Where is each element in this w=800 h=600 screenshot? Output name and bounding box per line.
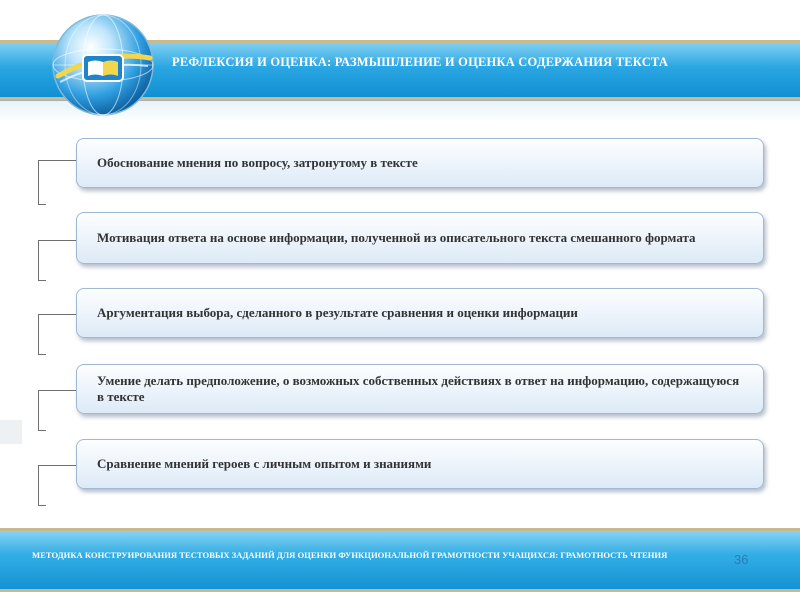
footer-band bbox=[0, 528, 800, 592]
footer-title: МЕТОДИКА КОНСТРУИРОВАНИЯ ТЕСТОВЫХ ЗАДАНИЙ ДЛЯ ОЦЕНКИ ФУНКЦИОНАЛЬНОЙ ГРАМОТНОСТИ УЧАЩИХСЯ: ГРАМОТНОСТЬ ЧТЕНИЯ bbox=[32, 550, 668, 560]
list-item-5 bbox=[76, 439, 764, 489]
left-edge-mark bbox=[0, 420, 22, 444]
connector-1 bbox=[38, 160, 76, 204]
connector-1-end bbox=[38, 204, 46, 205]
connector-5-end bbox=[38, 505, 46, 506]
list-item-1 bbox=[76, 138, 764, 188]
connector-4-end bbox=[38, 430, 46, 431]
list-item-4 bbox=[76, 364, 764, 414]
page-title: РЕФЛЕКСИЯ И ОЦЕНКА: РАЗМЫШЛЕНИЕ И ОЦЕНКА СОДЕРЖАНИЯ ТЕКСТА bbox=[172, 55, 669, 69]
list-item-3 bbox=[76, 288, 764, 338]
list-item-text: Сравнение мнений героев с личным опытом и знаниями bbox=[97, 456, 432, 471]
list-item-2 bbox=[76, 212, 764, 264]
page-number: 36 bbox=[734, 552, 749, 567]
list-item-text: Умение делать предположение, о возможных собственных действиях в ответ на информацию, содержащуюся в тексте bbox=[97, 373, 740, 404]
list-item-text: Аргументация выбора, сделанного в результате сравнения и оценки информации bbox=[97, 305, 578, 320]
globe-book-icon bbox=[48, 10, 158, 120]
connector-5 bbox=[38, 465, 76, 505]
connector-2-end bbox=[38, 280, 46, 281]
connector-2 bbox=[38, 240, 76, 280]
connector-3 bbox=[38, 314, 76, 354]
list-item-text: Обоснование мнения по вопросу, затронутому в тексте bbox=[97, 155, 418, 170]
connector-3-end bbox=[38, 354, 46, 355]
connector-4 bbox=[38, 390, 76, 430]
list-item-text: Мотивация ответа на основе информации, полученной из описательного текста смешанного формата bbox=[97, 230, 696, 245]
